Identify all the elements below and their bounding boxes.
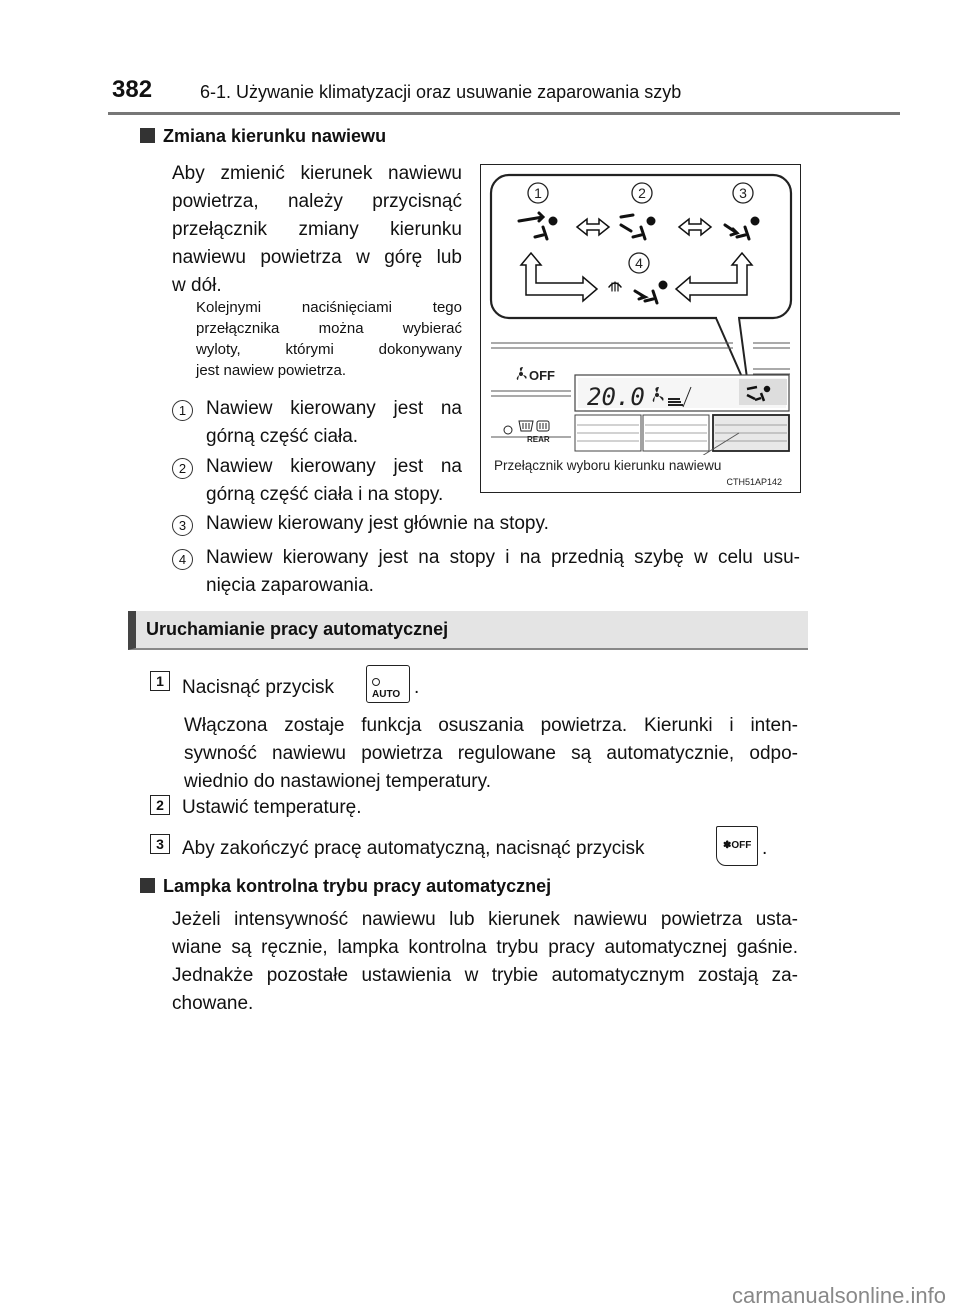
callout-number-2: 2	[638, 185, 646, 201]
item-number-2: 2	[172, 458, 193, 479]
intro-paragraph	[172, 160, 462, 300]
subheading-indicator	[140, 876, 551, 897]
figure-code: CTH51AP142	[726, 477, 782, 487]
note-line: wyloty, którymi dokonywany	[196, 341, 462, 358]
auto-lamp-icon	[372, 678, 380, 686]
off-label: OFF	[529, 368, 555, 383]
desc-line: Włączona zostaje funkcja osuszania powietrza. Kierunki i inten-	[184, 715, 798, 736]
square-bullet-icon	[140, 128, 155, 143]
item-line: Nawiew kierowany jest na stopy i na przednią szybę w celu usu-	[206, 547, 800, 568]
off-fan-small-icon: ✽	[723, 840, 732, 851]
intro-line: nawiewu powietrza w górę lub	[172, 247, 462, 268]
para-line: Jeżeli intensywność nawiewu lub kierunek nawiewu powietrza usta-	[172, 909, 798, 930]
step-number-2: 2	[150, 795, 170, 815]
item-line: nięcia zaparowania.	[206, 575, 374, 596]
callout-number-4: 4	[635, 255, 643, 271]
off-button-label: OFF	[731, 840, 752, 851]
desc-line: wiednio do nastawionej temperatury.	[184, 771, 491, 792]
subheading-text: Lampka kontrolna trybu pracy automatycznej	[163, 876, 552, 896]
page-number: 382	[112, 76, 153, 103]
rear-label: REAR	[527, 435, 550, 444]
control-panel-illustration	[481, 165, 800, 492]
airflow-switch-figure	[480, 164, 801, 493]
intro-line: Aby zmienić kierunek nawiewu	[172, 163, 462, 184]
step-3-period: .	[762, 838, 768, 859]
para-line: Jednakże pozostałe ustawienia w trybie automatycznym zostają za-	[172, 965, 798, 986]
step-1-text	[182, 674, 334, 702]
item-3	[206, 510, 800, 538]
chapter-title: 6-1. Używanie klimatyzacji oraz usuwanie zaparowania szyb	[200, 82, 682, 102]
step-number-3: 3	[150, 834, 170, 854]
item-line: Nawiew kierowany jest głównie na stopy.	[206, 513, 549, 534]
note-line: jest nawiew powietrza.	[196, 362, 347, 379]
front-defrost-icon	[519, 421, 533, 431]
para-line: chowane.	[172, 993, 254, 1014]
square-bullet-icon	[140, 878, 155, 893]
item-line: górną część ciała.	[206, 426, 359, 447]
item-4	[206, 544, 800, 600]
indicator-paragraph	[172, 906, 798, 1018]
item-line: Nawiew kierowany jest na	[206, 456, 462, 477]
header-rule	[108, 112, 900, 115]
item-number-1: 1	[172, 400, 193, 421]
step-1-period: .	[414, 677, 420, 698]
intro-line: powietrza, należy przycisnąć	[172, 191, 462, 212]
subheading-text: Zmiana kierunku nawiewu	[163, 126, 387, 146]
item-1	[206, 395, 462, 451]
item-line: górną część ciała i na stopy.	[206, 484, 444, 505]
intro-line: przełącznik zmiany kierunku	[172, 219, 462, 240]
para-line: wiane są ręcznie, lampka kontrolna trybu pracy automatycznej gaśnie.	[172, 937, 798, 958]
callout-number-1: 1	[534, 185, 542, 201]
watermark: carmanualsonline.info	[731, 1283, 946, 1308]
auto-button-image	[366, 665, 410, 703]
figure-caption: Przełącznik wyboru kierunku nawiewu	[494, 458, 722, 473]
item-line: Nawiew kierowany jest na	[206, 398, 462, 419]
step-1-description	[184, 712, 798, 796]
step-3-text: Aby zakończyć pracę automatyczną, nacisnąć przycisk	[182, 838, 645, 859]
indicator-lamp	[504, 426, 512, 434]
section-heading-auto	[128, 611, 808, 650]
desc-line: sywność nawiewu powietrza regulowane są automatycznie, odpo-	[184, 743, 798, 764]
intro-line: w dół.	[172, 275, 222, 296]
item-2	[206, 453, 462, 509]
step-text: Nacisnąć przycisk	[182, 677, 335, 698]
item-number-4: 4	[172, 549, 193, 570]
subheading-airflow	[140, 126, 386, 147]
step-2-text: Ustawić temperaturę.	[182, 797, 362, 818]
note-paragraph	[196, 297, 462, 381]
off-button-image	[716, 826, 758, 866]
auto-button-label: AUTO	[372, 689, 401, 700]
note-line: przełącznika można wybierać	[196, 320, 462, 337]
section-heading-text: Uruchamianie pracy automatycznej	[146, 619, 449, 639]
rear-defrost-icon	[537, 421, 549, 431]
callout-number-3: 3	[739, 185, 747, 201]
step-number-1: 1	[150, 671, 170, 691]
display-temperature: 20.0	[587, 383, 645, 411]
item-number-3: 3	[172, 515, 193, 536]
note-line: Kolejnymi naciśnięciami tego	[196, 299, 462, 316]
